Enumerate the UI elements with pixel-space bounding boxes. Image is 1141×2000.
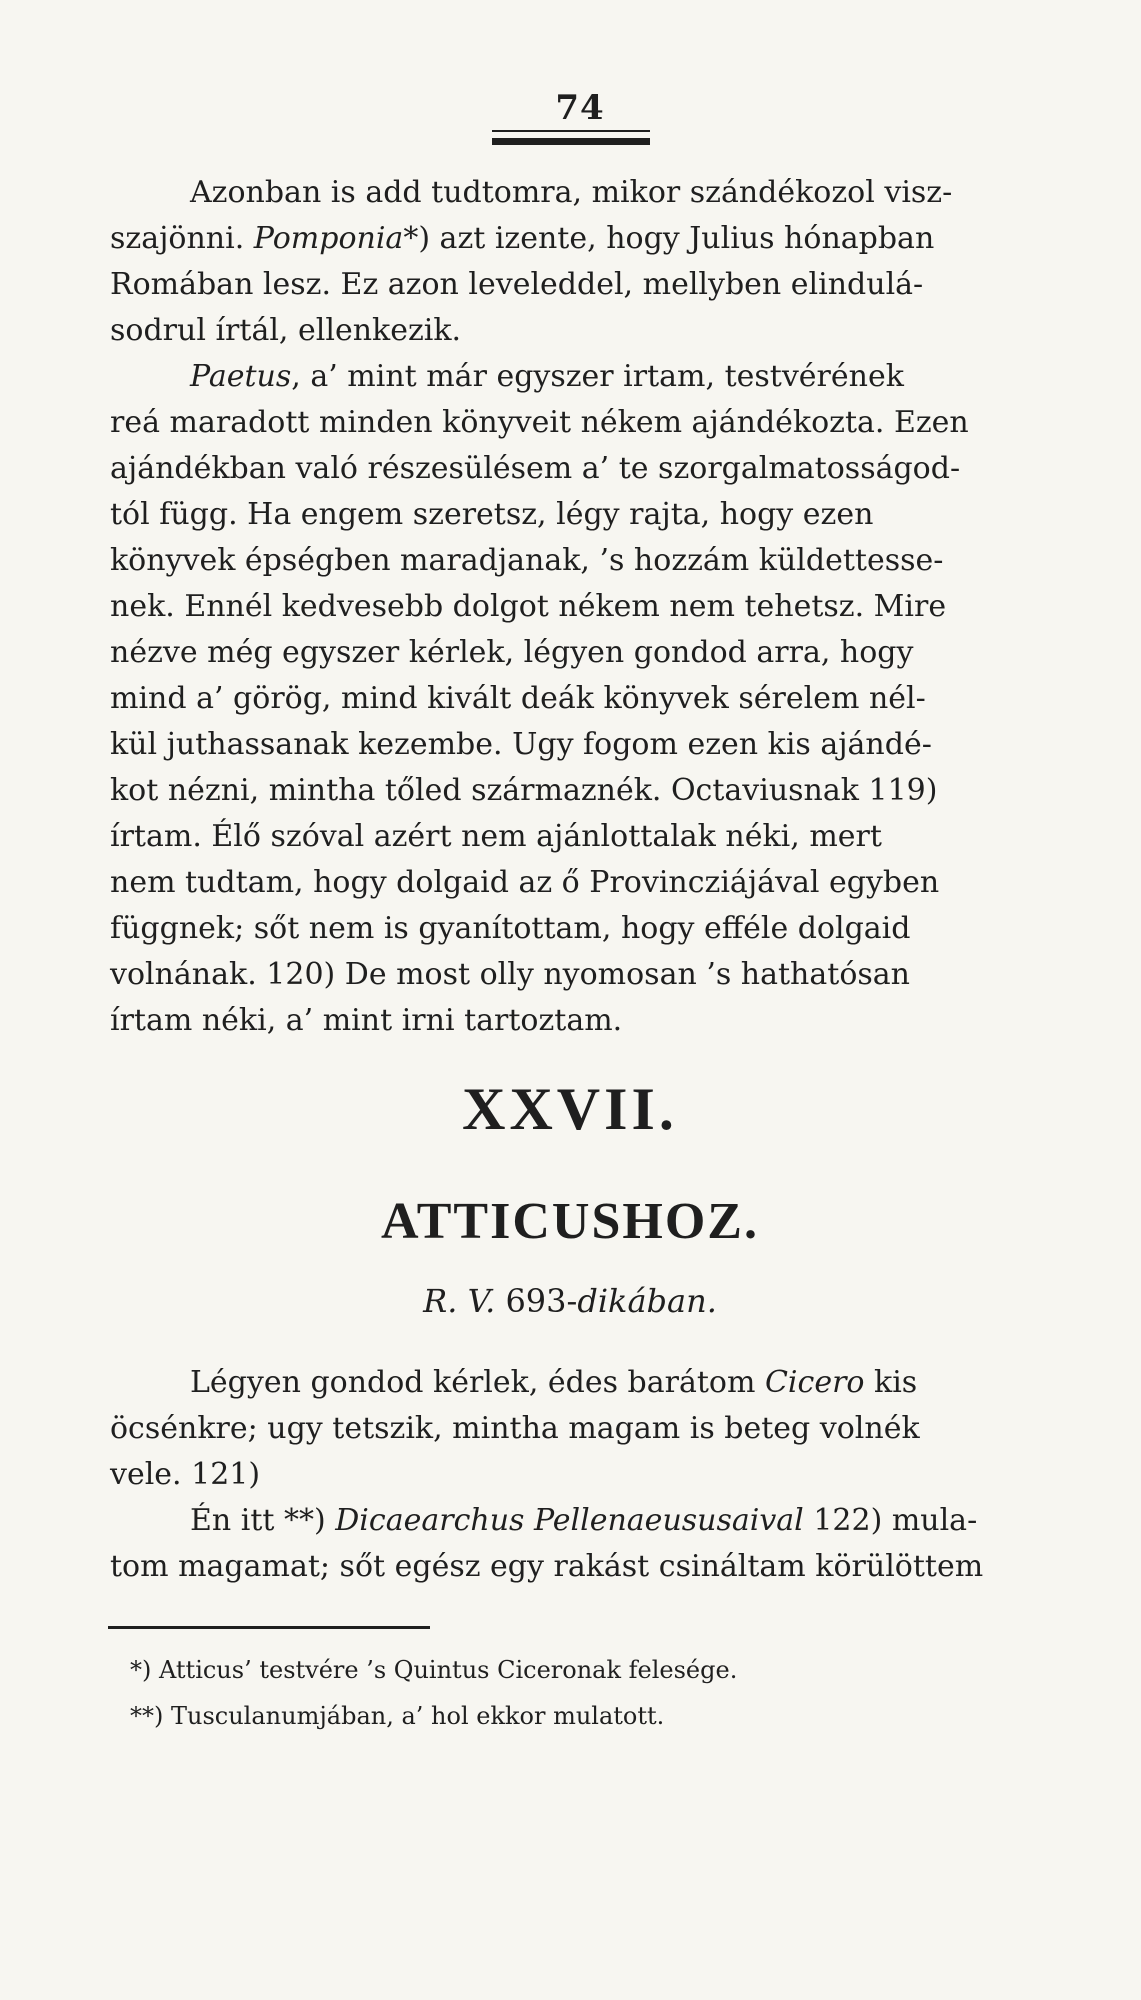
chapter-body-text [110,1360,1010,1590]
text-line: nézve még egyszer kérlek, légyen gondod arra, hogy [110,635,914,670]
chapter-date [300,1282,840,1320]
text-line: Romában lesz. Ez azon leveleddel, mellyben elindulá- [110,267,924,302]
letter-body-text [110,170,1010,1044]
footnotes [130,1650,930,1742]
italic-name: Pomponia [253,221,404,256]
italic-name: Dicaearchus Pellenaeususaival [335,1503,804,1538]
text-line: vele. 121) [110,1457,261,1492]
text-run: Én itt **) [190,1503,336,1538]
chapter-number: XXVII. [462,1076,678,1142]
header-rule-thin [492,130,650,132]
text-line: Azonban is add tudtomra, mikor szándékozol visz- [190,175,953,210]
text-line: nem tudtam, hogy dolgaid az ő Provincziájával egyben [110,865,940,900]
text-run: 122) mula- [803,1503,978,1538]
text-line: reá maradott minden könyveit nékem ajándékozta. Ezen [110,405,969,440]
text-run: szajönni. [110,221,254,256]
text-line: kot nézni, mintha tőled származnék. Octaviusnak 119) [110,773,938,808]
text-run: *) azt izente, hogy Julius hónapban [403,221,935,256]
text-run: , a’ mint már egyszer irtam, testvérének [291,359,904,394]
text-line [110,1498,1010,1544]
footnote-1: *) Atticus’ testvére ’s Quintus Ciceronak felesége. [130,1656,738,1684]
text-line: könyvek épségben maradjanak, ’s hozzám küldettesse- [110,543,944,578]
text-line: mind a’ görög, mind kivált deák könyvek sérelem nél- [110,681,926,716]
footnote-rule [108,1626,430,1629]
text-run: Légyen gondod kérlek, édes barátom [190,1365,765,1400]
italic-name: Cicero [764,1365,865,1400]
page-number: 74 [555,88,605,128]
date-prefix: R. V. [423,1282,496,1320]
text-line: kül juthassanak kezembe. Ugy fogom ezen kis ajándé- [110,727,932,762]
text-line: írtam néki, a’ mint irni tartoztam. [110,1003,623,1038]
text-line: tól függ. Ha engem szeretsz, légy rajta, hogy ezen [110,497,874,532]
text-line: ajándékban való részesülésem a’ te szorgalmatosságod- [110,451,961,486]
text-line [110,216,1010,262]
text-line: öcsénkre; ugy tetszik, mintha magam is beteg volnék [110,1411,920,1446]
text-line: sodrul írtál, ellenkezik. [110,313,462,348]
text-line [110,354,1010,400]
italic-name: Paetus [190,359,292,394]
text-run: kis [864,1365,918,1400]
footnote-2: **) Tusculanumjában, a’ hol ekkor mulatott. [130,1702,665,1730]
text-line: függnek; sőt nem is gyanítottam, hogy efféle dolgaid [110,911,911,946]
chapter-title: ATTICUSHOZ. [381,1193,759,1250]
header-rule-thick [492,138,650,145]
date-year: 693- [505,1282,578,1320]
text-line: írtam. Élő szóval azért nem ajánlottalak néki, mert [110,819,882,854]
text-line: nek. Ennél kedvesebb dolgot nékem nem tehetsz. Mire [110,589,947,624]
date-suffix: dikában. [577,1282,717,1320]
text-line: volnának. 120) De most olly nyomosan ’s hathatósan [110,957,910,992]
text-line [110,1360,1010,1406]
text-line: tom magamat; sőt egész egy rakást csináltam körülöttem [110,1549,984,1584]
